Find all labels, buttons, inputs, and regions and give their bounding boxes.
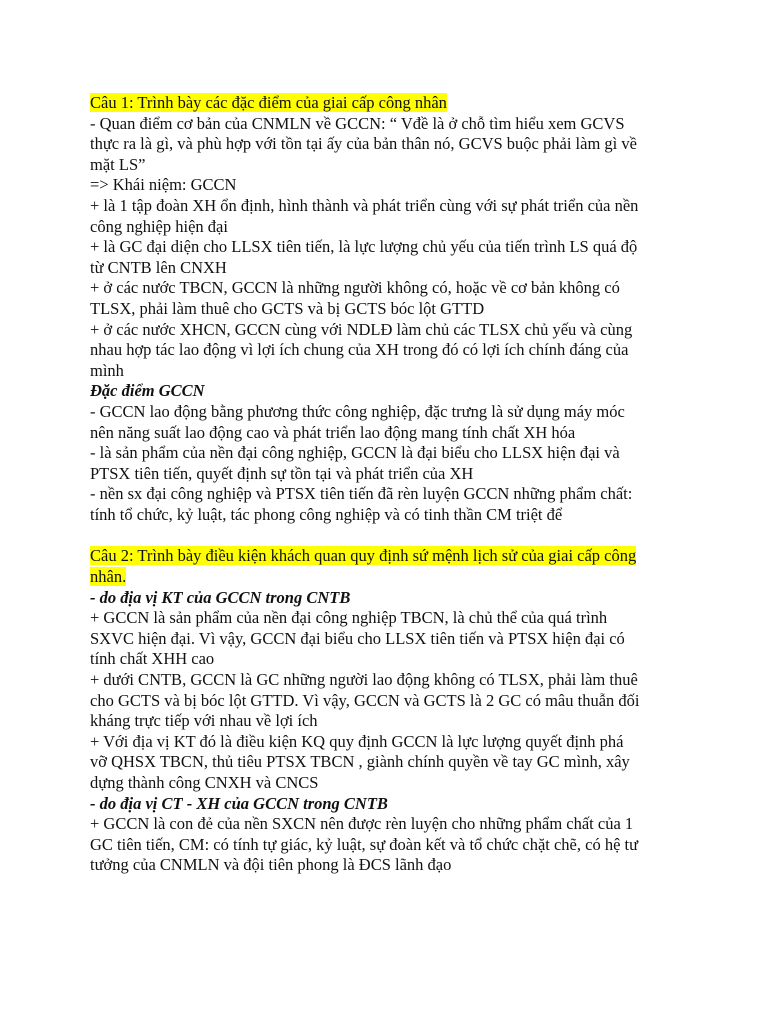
body-line: + GCCN là sản phẩm của nền đại công nghiệp TBCN, là chủ thể của quá trình	[90, 608, 608, 628]
body-line: TLSX, phải làm thuê cho GCTS và bị GCTS bóc lột GTTD	[90, 298, 485, 318]
paragraph-gap	[90, 525, 690, 546]
body-line: - là sản phẩm của nền đại công nghiệp, GCCN là đại biểu cho LLSX hiện đại và	[90, 443, 620, 463]
body-line: thực ra là gì, và phù hợp với tồn tại ấy của bản thân nó, GCVS buộc phải làm gì về	[90, 134, 637, 154]
body-line: vỡ QHSX TBCN, thủ tiêu PTSX TBCN , giành chính quyền về tay GC mình, xây	[90, 752, 630, 772]
body-line: - Quan điểm cơ bản của CNMLN về GCCN: “ Vđề là ở chỗ tìm hiểu xem GCVS	[90, 113, 625, 133]
body-line: + là GC đại diện cho LLSX tiên tiến, là lực lượng chủ yếu của tiến trình LS quá độ	[90, 237, 638, 257]
body-line: + Với địa vị KT đó là điều kiện KQ quy định GCCN là lực lượng quyết định phá	[90, 731, 624, 751]
body-line: + ở các nước TBCN, GCCN là những người không có, hoặc về cơ bản không có	[90, 278, 620, 298]
body-line: - GCCN lao động bằng phương thức công nghiệp, đặc trưng là sử dụng máy móc	[90, 401, 625, 421]
body-line: - nền sx đại công nghiệp và PTSX tiên tiến đã rèn luyện GCCN những phẩm chất:	[90, 484, 633, 504]
body-line: tưởng của CNMLN và đội tiên phong là ĐCS lãnh đạo	[90, 855, 452, 875]
question-1-highlight: Câu 1: Trình bày các đặc điểm của giai cấp công nhân	[90, 93, 447, 112]
body-line: tính chất XHH cao	[90, 649, 215, 669]
body-line: nhau hợp tác lao động vì lợi ích chung của XH trong đó có lợi ích chính đáng của	[90, 340, 629, 360]
question-2-line-1	[90, 546, 690, 567]
body-line: mình	[90, 360, 124, 380]
body-line: SXVC hiện đại. Vì vậy, GCCN đại biểu cho LLSX tiên tiến và PTSX hiện đại có	[90, 628, 625, 648]
body-line: từ CNTB lên CNXH	[90, 257, 227, 277]
subheading-dia-vi-kt: - do địa vị KT của GCCN trong CNTB	[90, 587, 351, 607]
body-line: dựng thành công CNXH và CNCS	[90, 773, 319, 792]
question-2-highlight-1: Câu 2: Trình bày điều kiện khách quan quy định sứ mệnh lịch sử của giai cấp công	[90, 546, 637, 566]
body-line: + dưới CNTB, GCCN là GC những người lao động không có TLSX, phải làm thuê	[90, 670, 638, 690]
body-line: PTSX tiên tiến, quyết định sự tồn tại và phát triển của XH	[90, 463, 474, 483]
body-line: GC tiên tiến, CM: có tính tự giác, kỷ luật, sự đoàn kết và tổ chức chặt chẽ, có hệ tư	[90, 834, 639, 854]
body-line: => Khái niệm: GCCN	[90, 175, 237, 195]
subheading-dia-vi-ct-xh: - do địa vị CT - XH của GCCN trong CNTB	[90, 793, 388, 813]
body-line: cho GCTS và bị bóc lột GTTD. Vì vậy, GCCN và GCTS là 2 GC có mâu thuẫn đối	[90, 690, 640, 710]
body-line: nên năng suất lao động cao và phát triển lao động mang tính chất XH hóa	[90, 422, 576, 442]
body-line: tính tổ chức, kỷ luật, tác phong công nghiệp và có tinh thần CM triệt để	[90, 504, 563, 524]
body-line: kháng trực tiếp với nhau về lợi ích	[90, 711, 318, 731]
question-2-highlight-2: nhân.	[90, 567, 127, 587]
body-line: + ở các nước XHCN, GCCN cùng với NDLĐ làm chủ các TLSX chủ yếu và cùng	[90, 319, 633, 339]
question-1-line	[90, 93, 690, 114]
body-line: + GCCN là con đẻ của nền SXCN nên được rèn luyện cho những phẩm chất của 1	[90, 814, 634, 834]
body-line: + là 1 tập đoàn XH ổn định, hình thành và phát triển cùng với sự phát triển của nền	[90, 195, 639, 215]
question-2-line-2	[90, 567, 690, 588]
document-page	[90, 93, 690, 876]
body-line: công nghiệp hiện đại	[90, 216, 228, 236]
body-line: mặt LS”	[90, 154, 146, 174]
subheading-dac-diem: Đặc điểm GCCN	[90, 381, 205, 401]
